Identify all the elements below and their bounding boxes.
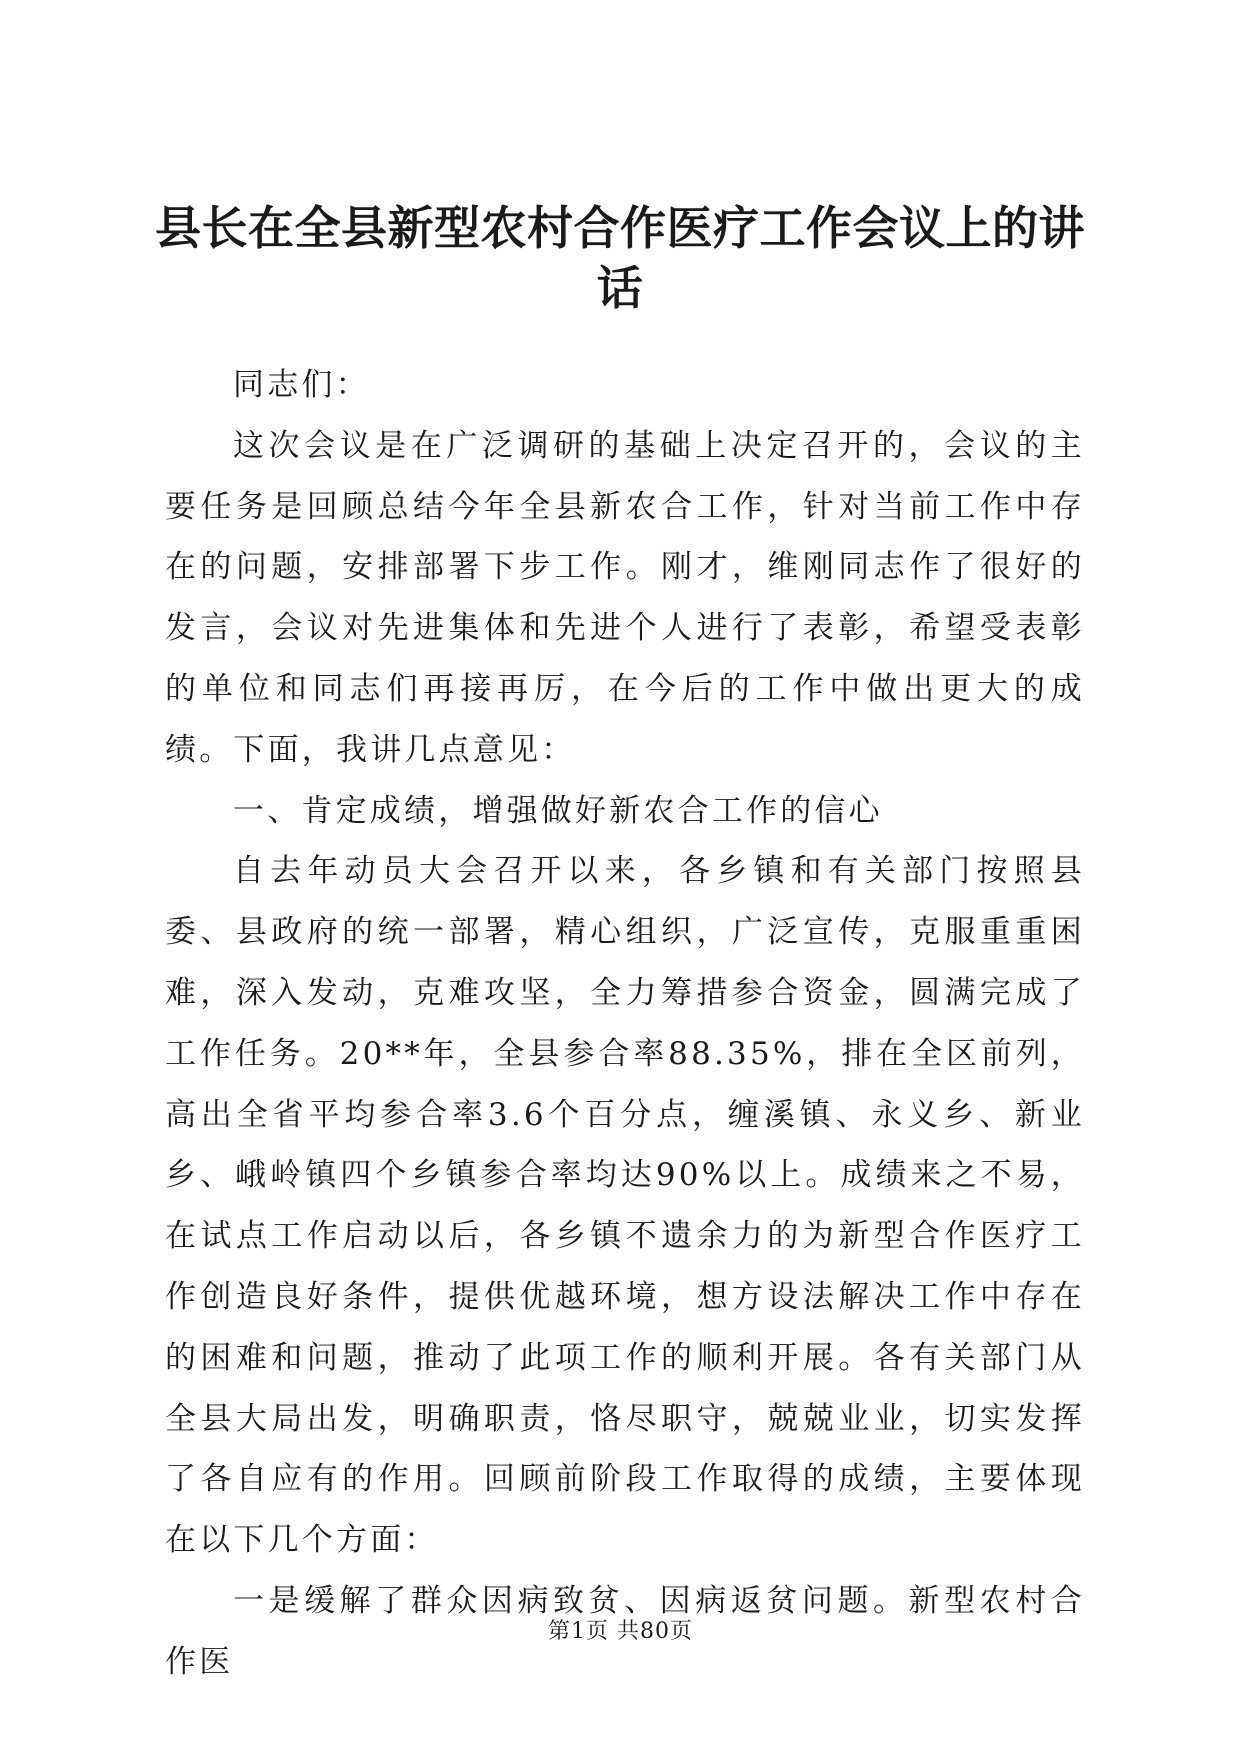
paragraph-point-1: 一是缓解了群众因病致贫、因病返贫问题。新型农村合作医 [165, 1582, 1085, 1680]
paragraph-salutation: 同志们： [233, 367, 370, 403]
section-heading-1: 一、肯定成绩，增强做好新农合工作的信心 [233, 792, 883, 829]
paragraph-intro: 这次会议是在广泛调研的基础上决定召开的，会议的主要任务是回顾总结今年全县新农合工作，针对当前工作中存在的问题，安排部署下步工作。刚才，维刚同志作了很好的发言，会议对先进集体和先进个人进行了表彰，希望受表彰的单位和同志们再接再厉，在今后的工作中做出更大的成绩。下面，我讲几点意见： [165, 427, 1085, 768]
page-footer: 第1页 共80页 [548, 1619, 693, 1644]
paragraph-achievements: 自去年动员大会召开以来，各乡镇和有关部门按照县委、县政府的统一部署，精心组织，广泛宣传，克服重重困难，深入发动，克难攻坚，全力筹措参合资金，圆满完成了工作任务。20**年，全县参合率88.35%，排在全区前列，高出全省平均参合率3.6个百分点，缠溪镇、永义乡、新业乡、峨岭镇四个乡镇参合率均达90%以上。成绩来之不易，在试点工作启动以后，各乡镇不遗余力的为新型合作医疗工作创造良好条件，提供优越环境，想方设法解决工作中存在的困难和问题，推动了此项工作的顺利开展。各有关部门从全县大局出发，明确职责，恪尽职守，兢兢业业，切实发挥了各自应有的作用。回顾前阶段工作取得的成绩，主要体现在以下几个方面： [165, 853, 1085, 1559]
document-title: 县长在全县新型农村合作医疗工作会议上的讲话 [155, 201, 1085, 315]
document-body [165, 355, 1085, 1693]
